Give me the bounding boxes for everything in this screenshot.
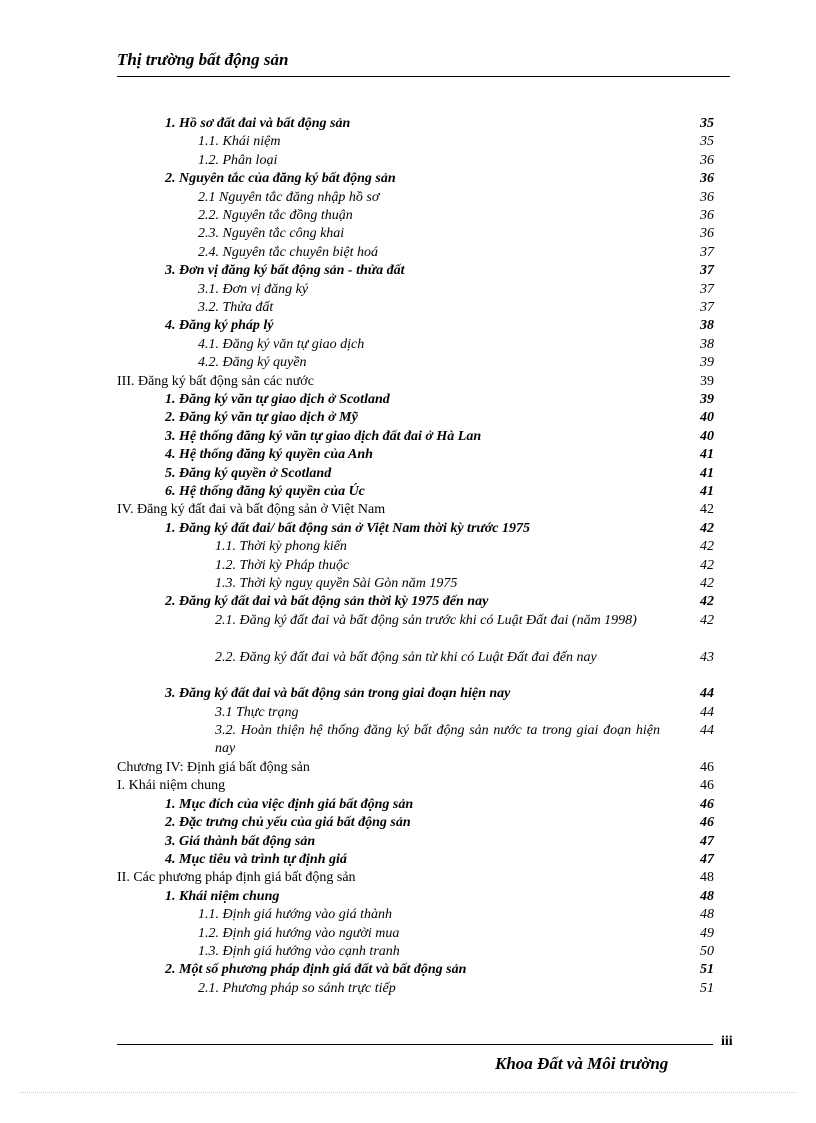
toc-entry-page: 38 (700, 336, 714, 352)
toc-entry-title: 3.1 Thực trạng (215, 704, 299, 720)
toc-entry-page: 39 (700, 373, 714, 389)
toc-entry-page: 40 (700, 428, 714, 444)
toc-entry-title: 1.3. Định giá hướng vào cạnh tranh (198, 944, 400, 959)
toc-entry-page: 40 (700, 410, 714, 426)
toc-entry-page: 39 (700, 392, 714, 407)
toc-entry-title: 2.3. Nguyên tắc công khai (198, 226, 345, 242)
toc-entry-title: 2.1. Phương pháp so sánh trực tiếp (198, 980, 396, 996)
toc-entry-title: 2. Đăng ký đất đai và bất động sản thời kỳ 1975 đến nay (165, 594, 489, 610)
toc-entry-title: 2.4. Nguyên tắc chuyên biệt hoá (198, 244, 379, 260)
toc-entry-page: 46 (700, 760, 714, 775)
toc-entry-title: 1. Khái niệm chung (165, 888, 280, 904)
toc-entry-page: 35 (700, 134, 714, 150)
toc-entry-title: 3. Hệ thống đăng ký văn tự giao dịch đất đai ở Hà Lan (165, 428, 482, 444)
toc-entry-title: Chương IV: Định giá bất động sản (117, 760, 310, 775)
toc-entry-title: 2.2. Đăng ký đất đai và bất động sản từ khi có Luật Đất đai đến nay (215, 649, 597, 665)
header-rule (117, 76, 730, 77)
toc-entry-page: 46 (700, 796, 714, 812)
toc-entry-page: 37 (700, 263, 714, 279)
toc-entry-title: 1. Mục đích của việc định giá bất động sản (165, 796, 414, 812)
toc-entry-title: 1.2. Định giá hướng vào người mua (198, 925, 400, 941)
toc-entry-title: 1.1. Khái niệm (198, 134, 281, 150)
toc-entry-page: 42 (700, 520, 714, 536)
toc-entry-page: 44 (700, 704, 714, 720)
toc-entry-title: 2. Đăng ký văn tự giao dịch ở Mỹ (165, 410, 358, 426)
toc-entry-page: 46 (700, 815, 714, 831)
toc-entry-title: 4.1. Đăng ký văn tự giao dịch (198, 336, 365, 352)
toc-entry-title: 1. Đăng ký đất đai/ bất động sản ở Việt Nam thời kỳ trước 1975 (165, 520, 531, 536)
toc-entry-title: 1.1. Thời kỳ phong kiến (215, 539, 347, 555)
toc-entry-title: 3.2. Hoàn thiện hệ thống đăng ký bất động sản nước ta trong giai đoạn hiện nay (215, 723, 660, 757)
footer-rule (117, 1044, 713, 1045)
toc-entry-title: 2.1 Nguyên tắc đăng nhập hồ sơ (198, 189, 380, 205)
toc-entry-title: I. Khái niệm chung (117, 778, 226, 794)
toc-entry-page: 42 (700, 557, 714, 573)
toc-entry-page: 42 (700, 576, 714, 591)
toc-entry-page: 51 (700, 980, 714, 996)
toc-entry-title: 1.2. Thời kỳ Pháp thuộc (215, 557, 350, 573)
page-number: iii (721, 1034, 733, 1049)
toc-entry-title: 3. Giá thành bất động sản (165, 833, 316, 849)
toc-entry-title: III. Đăng ký bất động sản các nước (117, 373, 314, 389)
toc-entry-title: 3.2. Thửa đất (198, 300, 274, 315)
toc-entry-title: 3. Đăng ký đất đai và bất động sản trong giai đoạn hiện nay (165, 686, 511, 702)
toc-entry-page: 42 (700, 594, 714, 610)
toc-entry-title: 1.3. Thời kỳ nguỵ quyền Sài Gòn năm 1975 (215, 576, 458, 591)
toc-entry-page: 37 (700, 300, 714, 315)
toc-entry-title: 2.1. Đăng ký đất đai và bất động sản trước khi có Luật Đất đai (năm 1998) (215, 612, 637, 628)
toc-entry-title: 3. Đơn vị đăng ký bất động sản - thửa đất (165, 263, 405, 279)
toc-entry-page: 38 (700, 318, 714, 334)
toc-entry-page: 41 (700, 465, 714, 481)
toc-entry-page: 44 (700, 686, 714, 702)
toc-entry-title: II. Các phương pháp định giá bất động sản (117, 870, 356, 886)
toc-entry-title: 2. Nguyên tắc của đăng ký bất động sản (165, 171, 396, 187)
toc-entry-title: 4. Hệ thống đăng ký quyền của Anh (165, 447, 373, 463)
page-edge-divider (20, 1092, 796, 1093)
toc-entry-page: 41 (700, 447, 714, 463)
toc-entry-page: 51 (700, 962, 714, 978)
toc-entry-title: 1.1. Định giá hướng vào giá thành (198, 907, 392, 923)
toc-entry-page: 46 (700, 778, 714, 794)
toc-entry-page: 48 (700, 907, 714, 923)
toc-entry-title: IV. Đăng ký đất đai và bất động sản ở Việt Nam (117, 502, 386, 518)
toc-entry-page: 36 (700, 208, 714, 223)
footer-department: Khoa Đất và Môi trường (495, 1054, 669, 1073)
toc-entry-title: 4. Đăng ký pháp lý (165, 318, 274, 334)
toc-entry-page: 48 (700, 870, 714, 886)
toc-entry-page: 47 (700, 852, 714, 867)
toc-entry-page: 47 (700, 833, 714, 849)
toc-entry-page: 49 (700, 925, 714, 941)
toc-entry-title: 2. Đặc trưng chủ yếu của giá bất động sản (165, 815, 411, 831)
toc-entry-page: 43 (700, 649, 714, 665)
toc-entry-title: 3.1. Đơn vị đăng ký (198, 281, 309, 297)
toc-entry-page: 42 (700, 539, 714, 555)
toc-entry-title: 2.2. Nguyên tắc đồng thuận (198, 208, 353, 223)
toc-entry-page: 50 (700, 944, 714, 959)
toc-entry-page: 39 (700, 355, 714, 371)
toc-entry-title: 5. Đăng ký quyền ở Scotland (165, 465, 332, 481)
toc-entry-page: 37 (700, 281, 714, 297)
toc-entry-page: 44 (700, 723, 714, 739)
toc-entry-page: 36 (700, 189, 714, 205)
toc-entry-title: 1.2. Phân loại (198, 152, 278, 168)
toc-entry-page: 36 (700, 171, 714, 187)
toc-entry-page: 41 (700, 484, 714, 499)
toc-entry-title: 1. Hồ sơ đất đai và bất động sản (165, 116, 351, 131)
toc-entry-title: 6. Hệ thống đăng ký quyền của Úc (165, 484, 365, 499)
toc-entry-page: 42 (700, 502, 714, 518)
toc-entry-page: 36 (700, 152, 714, 168)
toc-entry-title: 2. Một số phương pháp định giá đất và bất động sản (165, 962, 467, 978)
toc-entry-title: 4.2. Đăng ký quyền (198, 355, 307, 371)
toc-entry-page: 35 (700, 116, 714, 131)
running-header: Thị trường bất động sản (117, 50, 289, 69)
toc-entry-page: 48 (700, 888, 714, 904)
toc-entry-page: 37 (700, 244, 714, 260)
toc-entry-page: 36 (700, 226, 714, 242)
toc-entry-title: 4. Mục tiêu và trình tự định giá (165, 852, 347, 867)
toc-entry-title: 1. Đăng ký văn tự giao dịch ở Scotland (165, 392, 390, 407)
toc-entry-page: 42 (700, 612, 714, 628)
